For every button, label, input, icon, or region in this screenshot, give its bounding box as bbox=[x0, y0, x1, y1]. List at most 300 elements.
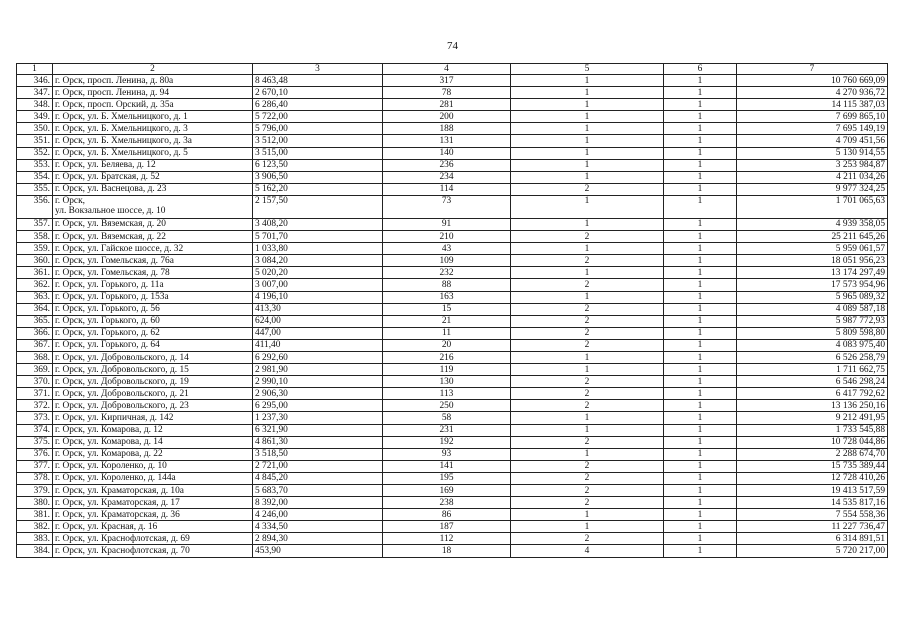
address-cell: г. Орск, ул. Красная, д. 16 bbox=[53, 521, 253, 533]
amount-cell: 12 728 410,26 bbox=[737, 472, 888, 484]
table-row bbox=[17, 424, 888, 436]
address-cell: г. Орск, ул. Беляева, д. 12 bbox=[53, 159, 253, 171]
row-number: 360. bbox=[17, 255, 53, 267]
column-6-cell: 1 bbox=[664, 218, 737, 230]
column-6-cell: 1 bbox=[664, 388, 737, 400]
table-row bbox=[17, 339, 888, 351]
column-6-cell: 1 bbox=[664, 183, 737, 195]
address-cell: г. Орск, ул. Комарова, д. 14 bbox=[53, 436, 253, 448]
column-header: 2 bbox=[53, 64, 253, 75]
address-cell: г. Орск, ул. Гайское шоссе, д. 32 bbox=[53, 243, 253, 255]
address-cell: г. Орск, ул. Горького, д. 153а bbox=[53, 291, 253, 303]
row-number: 364. bbox=[17, 303, 53, 315]
column-4-cell: 86 bbox=[383, 509, 511, 521]
column-6-cell: 1 bbox=[664, 364, 737, 376]
address-line: г. Орск, bbox=[55, 195, 85, 206]
area-cell: 5 722,00 bbox=[253, 111, 383, 123]
area-cell: 413,30 bbox=[253, 303, 383, 315]
area-cell: 4 861,30 bbox=[253, 436, 383, 448]
amount-cell: 1 711 662,75 bbox=[737, 364, 888, 376]
column-4-cell: 43 bbox=[383, 243, 511, 255]
column-6-cell: 1 bbox=[664, 87, 737, 99]
column-5-cell: 2 bbox=[511, 472, 664, 484]
column-5-cell: 2 bbox=[511, 339, 664, 351]
area-cell: 3 518,50 bbox=[253, 448, 383, 460]
row-number: 351. bbox=[17, 135, 53, 147]
address-cell: г. Орск, ул. Добровольского, д. 15 bbox=[53, 364, 253, 376]
amount-cell: 1 701 065,63 bbox=[737, 195, 888, 218]
row-number: 383. bbox=[17, 533, 53, 545]
column-header: 5 bbox=[511, 64, 664, 75]
page-number: 74 bbox=[447, 40, 458, 52]
table-row bbox=[17, 135, 888, 147]
area-cell: 6 286,40 bbox=[253, 99, 383, 111]
column-4-cell: 20 bbox=[383, 339, 511, 351]
column-6-cell: 1 bbox=[664, 159, 737, 171]
amount-cell: 11 227 736,47 bbox=[737, 521, 888, 533]
area-cell: 2 670,10 bbox=[253, 87, 383, 99]
area-cell: 2 721,00 bbox=[253, 460, 383, 472]
row-number: 359. bbox=[17, 243, 53, 255]
amount-cell: 14 535 817,16 bbox=[737, 497, 888, 509]
amount-cell: 5 720 217,00 bbox=[737, 545, 888, 557]
column-6-cell: 1 bbox=[664, 135, 737, 147]
column-5-cell: 1 bbox=[511, 99, 664, 111]
table-row bbox=[17, 400, 888, 412]
table-row bbox=[17, 291, 888, 303]
address-cell: г. Орск, ул. Гомельская, д. 78 bbox=[53, 267, 253, 279]
amount-cell: 7 695 149,19 bbox=[737, 123, 888, 135]
column-5-cell: 1 bbox=[511, 135, 664, 147]
column-header: 6 bbox=[664, 64, 737, 75]
amount-cell: 6 314 891,51 bbox=[737, 533, 888, 545]
address-cell: г. Орск, просп. Ленина, д. 80а bbox=[53, 75, 253, 87]
column-6-cell: 1 bbox=[664, 327, 737, 339]
amount-cell: 4 709 451,56 bbox=[737, 135, 888, 147]
area-cell: 2 157,50 bbox=[253, 195, 383, 218]
row-number: 354. bbox=[17, 171, 53, 183]
column-5-cell: 1 bbox=[511, 448, 664, 460]
address-cell: г. Орск, ул. Краснофлотская, д. 69 bbox=[53, 533, 253, 545]
amount-cell: 19 413 517,59 bbox=[737, 485, 888, 497]
column-header: 4 bbox=[383, 64, 511, 75]
area-cell: 3 515,00 bbox=[253, 147, 383, 159]
address-cell: г. Орск, просп. Ленина, д. 94 bbox=[53, 87, 253, 99]
address-cell: г. Орск, ул. Добровольского, д. 19 bbox=[53, 376, 253, 388]
amount-cell: 9 977 324,25 bbox=[737, 183, 888, 195]
column-5-cell: 1 bbox=[511, 171, 664, 183]
amount-cell: 10 760 669,09 bbox=[737, 75, 888, 87]
table-row bbox=[17, 111, 888, 123]
table-row bbox=[17, 351, 888, 363]
column-5-cell: 1 bbox=[511, 111, 664, 123]
address-cell: г. Орск, ул. Вяземская, д. 20 bbox=[53, 218, 253, 230]
table-row bbox=[17, 376, 888, 388]
column-6-cell: 1 bbox=[664, 412, 737, 424]
row-number: 373. bbox=[17, 412, 53, 424]
area-cell: 8 463,48 bbox=[253, 75, 383, 87]
column-5-cell: 1 bbox=[511, 159, 664, 171]
row-number: 368. bbox=[17, 351, 53, 363]
column-6-cell: 1 bbox=[664, 376, 737, 388]
column-4-cell: 93 bbox=[383, 448, 511, 460]
row-number: 382. bbox=[17, 521, 53, 533]
table-row bbox=[17, 364, 888, 376]
amount-cell: 5 959 061,57 bbox=[737, 243, 888, 255]
table-row bbox=[17, 123, 888, 135]
amount-cell: 1 733 545,88 bbox=[737, 424, 888, 436]
column-4-cell: 195 bbox=[383, 472, 511, 484]
row-number: 374. bbox=[17, 424, 53, 436]
column-6-cell: 1 bbox=[664, 533, 737, 545]
area-cell: 5 683,70 bbox=[253, 485, 383, 497]
address-cell: г. Орск, ул. Б. Хмельницкого, д. 3а bbox=[53, 135, 253, 147]
column-6-cell: 1 bbox=[664, 255, 737, 267]
address-cell: г. Орск, ул. Горького, д. 62 bbox=[53, 327, 253, 339]
register-table bbox=[16, 63, 888, 558]
column-6-cell: 1 bbox=[664, 171, 737, 183]
column-6-cell: 1 bbox=[664, 243, 737, 255]
column-5-cell: 4 bbox=[511, 545, 664, 557]
amount-cell: 6 546 298,24 bbox=[737, 376, 888, 388]
column-4-cell: 238 bbox=[383, 497, 511, 509]
column-5-cell: 2 bbox=[511, 231, 664, 243]
area-cell: 4 196,10 bbox=[253, 291, 383, 303]
column-4-cell: 231 bbox=[383, 424, 511, 436]
table-row bbox=[17, 75, 888, 87]
column-4-cell: 140 bbox=[383, 147, 511, 159]
column-6-cell: 1 bbox=[664, 195, 737, 218]
amount-cell: 5 965 089,32 bbox=[737, 291, 888, 303]
column-4-cell: 15 bbox=[383, 303, 511, 315]
column-4-cell: 236 bbox=[383, 159, 511, 171]
address-cell: г. Орск, ул. Краснофлотская, д. 70 bbox=[53, 545, 253, 557]
row-number: 377. bbox=[17, 460, 53, 472]
amount-cell: 4 270 936,72 bbox=[737, 87, 888, 99]
address-cell: г. Орск, ул. Горького, д. 56 bbox=[53, 303, 253, 315]
column-4-cell: 73 bbox=[383, 195, 511, 218]
column-header: 3 bbox=[253, 64, 383, 75]
column-6-cell: 1 bbox=[664, 436, 737, 448]
column-5-cell: 1 bbox=[511, 243, 664, 255]
row-number: 372. bbox=[17, 400, 53, 412]
column-5-cell: 1 bbox=[511, 509, 664, 521]
area-cell: 447,00 bbox=[253, 327, 383, 339]
column-5-cell: 1 bbox=[511, 147, 664, 159]
column-4-cell: 112 bbox=[383, 533, 511, 545]
address-cell: г. Орск, ул. Б. Хмельницкого, д. 1 bbox=[53, 111, 253, 123]
column-6-cell: 1 bbox=[664, 521, 737, 533]
row-number: 379. bbox=[17, 485, 53, 497]
amount-cell: 3 253 984,87 bbox=[737, 159, 888, 171]
amount-cell: 25 211 645,26 bbox=[737, 231, 888, 243]
amount-cell: 14 115 387,03 bbox=[737, 99, 888, 111]
column-4-cell: 18 bbox=[383, 545, 511, 557]
area-cell: 6 321,90 bbox=[253, 424, 383, 436]
column-6-cell: 1 bbox=[664, 460, 737, 472]
area-cell: 3 906,50 bbox=[253, 171, 383, 183]
column-5-cell: 1 bbox=[511, 412, 664, 424]
table-row bbox=[17, 303, 888, 315]
table-row bbox=[17, 255, 888, 267]
amount-cell: 9 212 491,95 bbox=[737, 412, 888, 424]
table-row bbox=[17, 521, 888, 533]
area-cell: 2 990,10 bbox=[253, 376, 383, 388]
row-number: 384. bbox=[17, 545, 53, 557]
row-number: 356. bbox=[17, 195, 53, 218]
row-number: 367. bbox=[17, 339, 53, 351]
table-row bbox=[17, 183, 888, 195]
area-cell: 1 237,30 bbox=[253, 412, 383, 424]
column-4-cell: 192 bbox=[383, 436, 511, 448]
column-5-cell: 1 bbox=[511, 351, 664, 363]
area-cell: 5 701,70 bbox=[253, 231, 383, 243]
column-6-cell: 1 bbox=[664, 400, 737, 412]
column-5-cell: 1 bbox=[511, 123, 664, 135]
column-6-cell: 1 bbox=[664, 351, 737, 363]
column-4-cell: 232 bbox=[383, 267, 511, 279]
column-4-cell: 163 bbox=[383, 291, 511, 303]
row-number: 353. bbox=[17, 159, 53, 171]
table-row bbox=[17, 279, 888, 291]
area-cell: 3 512,00 bbox=[253, 135, 383, 147]
column-4-cell: 281 bbox=[383, 99, 511, 111]
area-cell: 411,40 bbox=[253, 339, 383, 351]
row-number: 347. bbox=[17, 87, 53, 99]
table-row bbox=[17, 497, 888, 509]
table-row bbox=[17, 460, 888, 472]
amount-cell: 4 083 975,40 bbox=[737, 339, 888, 351]
row-number: 365. bbox=[17, 315, 53, 327]
column-4-cell: 169 bbox=[383, 485, 511, 497]
address-cell: г. Орск, ул. Краматорская, д. 10а bbox=[53, 485, 253, 497]
area-cell: 6 292,60 bbox=[253, 351, 383, 363]
address-cell: г. Орск, ул. Краматорская, д. 17 bbox=[53, 497, 253, 509]
area-cell: 2 906,30 bbox=[253, 388, 383, 400]
column-6-cell: 1 bbox=[664, 315, 737, 327]
area-cell: 453,90 bbox=[253, 545, 383, 557]
row-number: 361. bbox=[17, 267, 53, 279]
column-4-cell: 141 bbox=[383, 460, 511, 472]
address-cell: г. Орск, ул. Добровольского, д. 14 bbox=[53, 351, 253, 363]
column-5-cell: 2 bbox=[511, 497, 664, 509]
table-row bbox=[17, 327, 888, 339]
column-4-cell: 91 bbox=[383, 218, 511, 230]
area-cell: 5 162,20 bbox=[253, 183, 383, 195]
column-5-cell: 2 bbox=[511, 376, 664, 388]
area-cell: 4 246,00 bbox=[253, 509, 383, 521]
column-6-cell: 1 bbox=[664, 472, 737, 484]
column-4-cell: 21 bbox=[383, 315, 511, 327]
column-5-cell: 2 bbox=[511, 533, 664, 545]
amount-cell: 13 174 297,49 bbox=[737, 267, 888, 279]
column-4-cell: 58 bbox=[383, 412, 511, 424]
area-cell: 3 408,20 bbox=[253, 218, 383, 230]
column-4-cell: 187 bbox=[383, 521, 511, 533]
column-5-cell: 2 bbox=[511, 315, 664, 327]
table-row bbox=[17, 472, 888, 484]
row-number: 371. bbox=[17, 388, 53, 400]
table-row bbox=[17, 388, 888, 400]
column-6-cell: 1 bbox=[664, 291, 737, 303]
table-row bbox=[17, 533, 888, 545]
column-4-cell: 119 bbox=[383, 364, 511, 376]
column-6-cell: 1 bbox=[664, 231, 737, 243]
amount-cell: 4 939 358,05 bbox=[737, 218, 888, 230]
column-5-cell: 1 bbox=[511, 267, 664, 279]
row-number: 358. bbox=[17, 231, 53, 243]
address-cell: г. Орск, ул. Васнецова, д. 23 bbox=[53, 183, 253, 195]
column-5-cell: 2 bbox=[511, 388, 664, 400]
row-number: 346. bbox=[17, 75, 53, 87]
column-4-cell: 234 bbox=[383, 171, 511, 183]
column-5-cell: 1 bbox=[511, 218, 664, 230]
column-5-cell: 1 bbox=[511, 87, 664, 99]
area-cell: 4 334,50 bbox=[253, 521, 383, 533]
row-number: 357. bbox=[17, 218, 53, 230]
area-cell: 624,00 bbox=[253, 315, 383, 327]
column-header: 1 bbox=[17, 64, 53, 75]
column-6-cell: 1 bbox=[664, 339, 737, 351]
address-cell: г. Орск, ул. Братская, д. 52 bbox=[53, 171, 253, 183]
address-cell: г. Орск, ул. Горького, д. 11а bbox=[53, 279, 253, 291]
amount-cell: 5 809 598,80 bbox=[737, 327, 888, 339]
amount-cell: 13 136 250,16 bbox=[737, 400, 888, 412]
address-cell: г. Орск, ул. Горького, д. 64 bbox=[53, 339, 253, 351]
row-number: 362. bbox=[17, 279, 53, 291]
column-4-cell: 113 bbox=[383, 388, 511, 400]
amount-cell: 7 554 558,36 bbox=[737, 509, 888, 521]
amount-cell: 7 699 865,10 bbox=[737, 111, 888, 123]
column-6-cell: 1 bbox=[664, 279, 737, 291]
column-6-cell: 1 bbox=[664, 303, 737, 315]
table-row bbox=[17, 231, 888, 243]
column-5-cell: 2 bbox=[511, 183, 664, 195]
column-6-cell: 1 bbox=[664, 424, 737, 436]
amount-cell: 17 573 954,96 bbox=[737, 279, 888, 291]
column-6-cell: 1 bbox=[664, 545, 737, 557]
column-4-cell: 317 bbox=[383, 75, 511, 87]
row-number: 376. bbox=[17, 448, 53, 460]
area-cell: 2 894,30 bbox=[253, 533, 383, 545]
column-5-cell: 2 bbox=[511, 279, 664, 291]
row-number: 348. bbox=[17, 99, 53, 111]
column-5-cell: 2 bbox=[511, 303, 664, 315]
column-4-cell: 114 bbox=[383, 183, 511, 195]
table-row bbox=[17, 267, 888, 279]
column-4-cell: 188 bbox=[383, 123, 511, 135]
row-number: 375. bbox=[17, 436, 53, 448]
column-6-cell: 1 bbox=[664, 75, 737, 87]
column-5-cell: 2 bbox=[511, 327, 664, 339]
column-5-cell: 2 bbox=[511, 485, 664, 497]
amount-cell: 5 130 914,55 bbox=[737, 147, 888, 159]
column-5-cell: 2 bbox=[511, 400, 664, 412]
column-4-cell: 130 bbox=[383, 376, 511, 388]
amount-cell: 6 526 258,79 bbox=[737, 351, 888, 363]
column-4-cell: 11 bbox=[383, 327, 511, 339]
column-5-cell: 1 bbox=[511, 364, 664, 376]
table-row bbox=[17, 545, 888, 557]
address-line: ул. Вокзальное шоссе, д. 10 bbox=[55, 205, 166, 216]
column-6-cell: 1 bbox=[664, 99, 737, 111]
address-cell: г. Орск, ул. Краматорская, д. 36 bbox=[53, 509, 253, 521]
table-row bbox=[17, 195, 888, 218]
area-cell: 4 845,20 bbox=[253, 472, 383, 484]
address-cell: г. Орск, ул. Гомельская, д. 76а bbox=[53, 255, 253, 267]
area-cell: 2 981,90 bbox=[253, 364, 383, 376]
address-cell: г. Орск, ул. Комарова, д. 12 bbox=[53, 424, 253, 436]
column-5-cell: 2 bbox=[511, 255, 664, 267]
address-cell: г. Орск, ул. Кирпичная, д. 142 bbox=[53, 412, 253, 424]
area-cell: 1 033,80 bbox=[253, 243, 383, 255]
column-5-cell: 2 bbox=[511, 460, 664, 472]
table-row bbox=[17, 485, 888, 497]
column-6-cell: 1 bbox=[664, 111, 737, 123]
row-number: 381. bbox=[17, 509, 53, 521]
area-cell: 8 392,00 bbox=[253, 497, 383, 509]
amount-cell: 6 417 792,62 bbox=[737, 388, 888, 400]
area-cell: 5 796,00 bbox=[253, 123, 383, 135]
table-row bbox=[17, 436, 888, 448]
row-number: 355. bbox=[17, 183, 53, 195]
table-row bbox=[17, 315, 888, 327]
row-number: 349. bbox=[17, 111, 53, 123]
table-row bbox=[17, 99, 888, 111]
column-5-cell: 2 bbox=[511, 436, 664, 448]
address-cell: г. Орск, ул. Добровольского, д. 21 bbox=[53, 388, 253, 400]
area-cell: 5 020,20 bbox=[253, 267, 383, 279]
column-4-cell: 88 bbox=[383, 279, 511, 291]
row-number: 370. bbox=[17, 376, 53, 388]
amount-cell: 4 089 587,18 bbox=[737, 303, 888, 315]
column-6-cell: 1 bbox=[664, 448, 737, 460]
address-cell: г. Орск, ул. Добровольского, д. 23 bbox=[53, 400, 253, 412]
column-4-cell: 109 bbox=[383, 255, 511, 267]
column-6-cell: 1 bbox=[664, 147, 737, 159]
column-5-cell: 1 bbox=[511, 291, 664, 303]
column-4-cell: 210 bbox=[383, 231, 511, 243]
column-4-cell: 131 bbox=[383, 135, 511, 147]
table-row bbox=[17, 412, 888, 424]
address-cell: г. Орск, ул. Комарова, д. 22 bbox=[53, 448, 253, 460]
area-cell: 6 123,50 bbox=[253, 159, 383, 171]
amount-cell: 15 735 389,44 bbox=[737, 460, 888, 472]
column-6-cell: 1 bbox=[664, 485, 737, 497]
column-6-cell: 1 bbox=[664, 267, 737, 279]
column-4-cell: 78 bbox=[383, 87, 511, 99]
amount-cell: 10 728 044,86 bbox=[737, 436, 888, 448]
table-row bbox=[17, 171, 888, 183]
area-cell: 6 295,00 bbox=[253, 400, 383, 412]
amount-cell: 18 051 956,23 bbox=[737, 255, 888, 267]
amount-cell: 4 211 034,26 bbox=[737, 171, 888, 183]
column-6-cell: 1 bbox=[664, 123, 737, 135]
column-4-cell: 216 bbox=[383, 351, 511, 363]
address-cell: г. Орск, ул. Короленко, д. 144а bbox=[53, 472, 253, 484]
address-cell: г. Орск, ул. Горького, д. 60 bbox=[53, 315, 253, 327]
table-row bbox=[17, 147, 888, 159]
amount-cell: 2 288 674,70 bbox=[737, 448, 888, 460]
address-cell: г. Орск, ул. Вяземская, д. 22 bbox=[53, 231, 253, 243]
column-number-row bbox=[17, 64, 888, 75]
table-row bbox=[17, 159, 888, 171]
row-number: 352. bbox=[17, 147, 53, 159]
table-row bbox=[17, 218, 888, 230]
column-4-cell: 200 bbox=[383, 111, 511, 123]
table-row bbox=[17, 509, 888, 521]
table-row bbox=[17, 448, 888, 460]
